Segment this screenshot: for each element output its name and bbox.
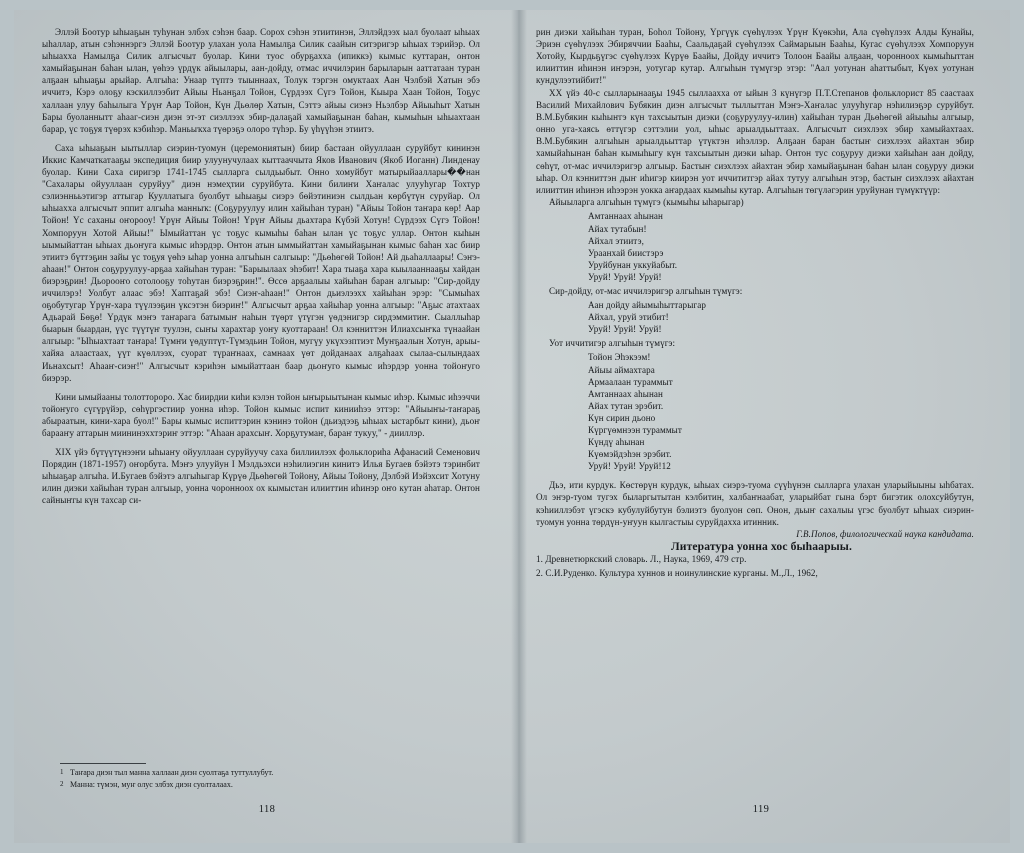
verse-heading: Айыыларга алгыһын түмүгэ (кымыһы ыһарыгар): [549, 197, 744, 208]
paragraph: рин диэки хайыһан туран, Боһол Тойону, Үргүүк сүөһүлээх Үрүҥ Күөкэһи, Ала сүөһүлээх Алды Кунайы, Эриэн сүөһүлээх Эбиряччии Бааһы, Саальдаҕай сүөһүлээх Саймарыын Бааһы, Кугас сүөһүлээх Хомпоруун Хотойу, Кырдьҕүгэс сүөһүлээх Күрүө Баайы, Дойду иччитэ Толоон Баайы алҕаан, чоронноох кымыһыттан илииттин иһинэн иҥэрэн, уотугар кутар. Алгыһын түмүгэр этэр: "Аал уотунан аһаттыбыт, Күөх уотунан кундулээтийбит!": [536, 27, 974, 86]
reference-item: 1. Древнетюркский словарь. Л., Наука, 1969, 479 стр.: [536, 554, 747, 565]
verse-line: Ураанхай биистэрэ: [588, 247, 664, 258]
verse-line: Күн сирин дьоно: [588, 412, 656, 423]
verse-heading: Уот иччитигэр алгыһын түмүгэ:: [549, 338, 676, 349]
verse-line: Айыы аймахтара: [588, 364, 655, 375]
verse-line: Уруй! Уруй! Уруй!12: [588, 461, 671, 472]
left-page-text: [42, 26, 480, 507]
verse-block: [536, 351, 974, 472]
section-heading: Литература уонна хос быһаарыы.: [671, 539, 852, 553]
book-spread: [14, 10, 1010, 843]
verse-line: Тойон Эһэкээм!: [588, 352, 651, 363]
left-page: [32, 10, 502, 843]
footnote: [60, 767, 490, 778]
footnote-text: Манна: түмэн, муҥ олус элбэх диэн суолталаах.: [70, 780, 233, 789]
verse-line: Айах тутабын!: [588, 223, 647, 234]
page-number-left: 118: [258, 804, 276, 815]
book-gutter-shadow: [511, 10, 527, 843]
verse-line: Амтаннаах аһынан: [588, 388, 663, 399]
reference-list: [536, 553, 974, 579]
footnote-rule: [60, 763, 146, 764]
verse-line: Айхал этиитэ,: [588, 235, 644, 246]
paragraph: Эллэй Боотур ыһыаҕын туһунан элбэх сэһэн баар. Сорох сэһэн этиитинэн, Эллэйдээх ыал буолаат ыһыах ыһаллар, атын сэһэннэргэ Эллэй Боотур улахан уола Намылҕа Силик саайын ситэригэр ыһыах тэрийэр. Ол ыһыахха Намылҕа Силик алгысчыт буолар. Кини туос обурҕахха (ипиккэ) кымыс куттаран, онтон хамыйаҕынан баһан ылан, үөһээ үрдүк айыылары, аан-дойду, отмас иччилэрин барыларын ааттатаан туран алҕаан ыһыаҕы арыйар. Алгыһа: Унаар түптэ тыыннаах, Толук тэргэн омуктаах Аан Чэлбэй Хатын эбэ иччитэ, Кэрэ олоҕу кэскиллээбит Айыы Ньанҕал Тойон, Сүрдээх Сүгэ Тойон, Кыыра Хаан Тойон, Тоҕус халлаан улуу баһылыга Үрүҥ Аар Тойон, Күн Дьөлөр Хатын, Сэттэ айыы сиэнэ Ньэлбэр Айыыһыт Хатын Бары буоланнытт аһааг-сиэн диэн эт-эт сиэллээх эбир-далаҕай хамыйаҕынан баһан, кымыһын ыһыахтаан барар, үс тоҕуя түөрэх кэбиһэр. Маньыҡха түөрэҕэ олоро түһэр. Бу үһүүһэн этиитэ.: [42, 27, 480, 134]
verse-line: Армаалаан тураммыт: [588, 376, 673, 387]
footnote-block: [60, 763, 490, 791]
paragraph: XIX үйэ бүтүүтүнээҥи ыһыаҥу ойууллаан суруйуучу саха биллиилээх фольклориһа Афанасий Семенович Порядин (1871-1957) оҥорбута. Мэҥэ улууйун I Мэлдьэхси нэһилиэгин кинитэ Илья Бугаев бэйэтэ тэринбит ыһыаҕар алгыһа. И.Бугаев бэйэтэ алгыһыгар Күрүө Дьөһөгөй Тойону, Айыы Тойону, Дэлбэй Иэйэхсит Хотуну илин диэки хайыһан туран алгыыр, уонна чоронноох ох кымыстан илииттин иһинэр оҥо кутан аһатар. Онтон сайныҥгы күн тахсар си-: [42, 447, 480, 506]
footnote-marker: 1: [60, 768, 64, 776]
footnote: [60, 779, 490, 790]
author-signature: Г.В.Попов, филологическай наука кандидата.: [796, 529, 974, 540]
verse-block: [536, 210, 974, 283]
right-page-text: [536, 26, 974, 581]
verse-line: Уруй! Уруй! Уруй!: [588, 271, 662, 282]
verse-line: Амтаннаах аһынан: [588, 211, 663, 222]
verse-line: Күндү аһынан: [588, 437, 645, 448]
footnote-text: Таҥара диэн тыл манна халлаан диэн суолтаҕа туттуллубут.: [70, 768, 274, 777]
verse-block: [536, 299, 974, 335]
paragraph: Дьэ, ити курдук. Көстөрүн курдук, ыһыах сиэрэ-туома сүүһүнэн сылларга улахан уларыйыыны ыһбатах. Ол эҥэр-туом тугэх быларгытытан кэлбитин, халбаҥнаабат, уларыйбат гына бэрт бигэтик олохсуйбутун, кэһииллэбэт үгэскэ кубулуйбутун бэлиэтэ буолуон сөп. Онон, дьыҥ сахалыы үгэс буолбут ыһыах сиэрин-туомун уонна төрдүн-уҥуун кылгастыы суруйдахха итинник.: [536, 480, 974, 527]
verse-line: Күргүөмнээн тураммыт: [588, 425, 682, 435]
verse-heading: Сир-дойду, от-мас иччилэригэр алгыһын түмүгэ:: [549, 285, 743, 296]
verse-line: Уруйбунан уккуйабыт.: [588, 259, 678, 270]
paragraph: XX үйэ 40-с сылларынааҕы 1945 сыллаахха от ыйын 3 күнүгэр П.Т.Степанов фольклорист 85 саастаах Василий Михайлович Бубякин диэн алгысчыт тыллыттан Мэҥэ-Хаҥалас улууһугар нэһилиэҕэр суруйбут. В.М.Бубякин кыһыҥгэ күн тахсыытын диэки (соҕуруулуу-илин) хайыһан туран Дьөһөгөй айыыһы алгыыр, онно уга-хаясь өттүгэр сэттэлии уол, ыһыс арыалдьыттаах. Алгысчыт сиэхлээх эбир хамыйахтаах. В.М.Бубякин алгыһын арыалдьыттар үтүктэн иһэллэр. Алҕаан баран бастыҥ сиэхлээх айахтан эбир хамыйаһынан баһан кымыһыгу күн тахсыытын диэки ыһар. Онтон тус соҕуруу диэки хайыһан аан дойду, сөһүт, от-мас иччилэригэр алгыыр. Бастыҥ сиэхлээх айахтан эбир хамыйаҕынан баһан ылан соҕуруу диэки ыһар. Ол кэнниттэн дыҥ иһигэр киирэн уот иччититгэр айах тутуу алгыһын этэр, бастыҥ сиэхлээх айахтан илииттин иһинэн иһээрэн уокка аҥардаах кымыһы кутар. Алгыһын төгүләгэрин уруйунан түмүктүүр:: [536, 87, 974, 195]
paragraph: Саха ыһыаҕын ыытыллар сиэрин-туомун (церемониятын) биир бастаан ойууллаан суруйбут кининэн Иккис Камчаткатааҕы экспедиция биир улуунучулаах кыттааччыта Яков Иванович (Якоб Иоганн) Линденау буолар. Кини Саха сиригэр 1741-1745 сылларга сылдьыбыт. Онно хомуйбут матырыйааллары��нан "Сахалары ойууллаан суруйуу" диэн нэмеҳтии суруйбута. Кини билиҥи Хаҥалас улууһугар Тохтур сэлиэннььэтигэр аттыгар Кууллатыга буолбут ыһыаҕы сиэрэ бөйэтиниэн сылдьан көрбүтүн суруйар. Ол ыһыахха алгысчыт эппит алгыһа манныҡ: (Соҕуруулуу илин хайыһан туран) "Айыы Тойон таҥара көр! Аар Тойон! Үс саханы оҥорооу! Үрүҥ Айыы Тойон! Үрүҥ Айыы дьахтара Күбэй Хотун! Сүрдээх Сүгэ Тойон! Хомпоруун Хотой Айыы!" Ымыйаттан үс тоҕус кымыһы баһан ылан үс тоҕус уллар. Онтон кыһын ыымыйаттан ыһыах дьоҥуга кымыс иһэрдэр. Онтон атын ыммыйаттан хамыйаҕынан кымыс баһан хас биир этиитэ бүттэҕин зайы үс тоҕуя үөһэ ыһар уонна алгыһын салгыыр: "Дьөһөгөй Тойон! Ай дьаһаллаары! Сэҥэ-аһаан!" Онтон соҕуруулуу-арҕаа хайыһан туран: "Барыылаах эһэбит! Хара тыаҕа хара кыылааннааҕы хайдан биэрэҕрин! Дьорооҥо сотолооҕу тоһутан биэрэҕрин!". Өссө арҕаалыы хайыһан баран алгыыр: "Сир-дойду иччилэрэ! Уолбут алаас эбэ! Хаптаҕай эбэ! Сиэҥ-аһаан!" Онтон дьиэлээхх хайыһан эрэр: "Сымыһах оҕобутугар Үрүҥ-хара түүлээҕин үксэтэн биэриҥ!" Алгысчыт арҕаа хайыһар уонна алгыыр: "Аҕыс атахтаах Адьарай Бөҕө! Үрдүк мэҥэ таҥарага батымыҥ наһын түөрт үтүгэн үөдэнигэр сирдэммитиҥ. Сыаллыһар быарын быардан, үүс түүтүҥ туулэн, сыҥы харахтар уоҥу куоттараан! Ол кэнниттэн Илиахсыҥҡа түнаайан алгыыр: "Ыһыахтаат таҥара! Түмҥи үөдуптүт-Түмэдьин Тойон, мугүу укүхэзптиэт Муҥҕаалын Хотун, арыы-хайяа алаастаах, үүт күөллээх, суорат түраҥнаах, самнаах үөт дойданаах алҕаһаах сылаа-сылындаах Иьнахсыт! Аһааҥ-сиэҥ!" Алгысчыт кэриһэн ымыйаттаан баар дьоҥуго кымыс иһэрдэр уонна тойоҥуго биэрэр.: [42, 142, 480, 383]
footnote-marker: 2: [60, 780, 64, 788]
paragraph: Кини ымыйааны толоттороро. Хас биирдии киһи кэлэн тойон ыҥырыытынан кымыс иһэр. Кымыс иһээччи тойоҥуго сүгүрүйэр, сөһүргэстиир уонна иһэр. Тойон кымыс испит кинииһээ эттэр: "Айыыҥы-таҥараҕ абыраатын, кини-хара буол!" Бары кымыс испиттэрин кэнинэ тойон (дьиэдээҕ ыһыах ыстарбыт кини), дьоҥ барааҥу аттарын миининэххтэриҥ эттэр: "Аһаан арахсыҥ. Хорҕутумаҥ, бараҥ тукуу," - дииллэр.: [42, 391, 480, 438]
verse-line: Күөмэйдэһэн эрэбит.: [588, 449, 672, 460]
page-number-right: 119: [752, 804, 770, 815]
reference-item: 2. С.И.Руденко. Культура хуннов и ноинулинские курганы. М.,Л., 1962,: [536, 568, 818, 579]
verse-line: Аан дойду айымыһыттарыгар: [588, 300, 706, 311]
verse-line: Айхал, уруй этибит!: [588, 312, 669, 323]
right-page: [526, 10, 996, 843]
verse-line: Уруй! Уруй! Уруй!: [588, 324, 662, 335]
verse-line: Айах тутан эрэбит.: [588, 400, 664, 411]
